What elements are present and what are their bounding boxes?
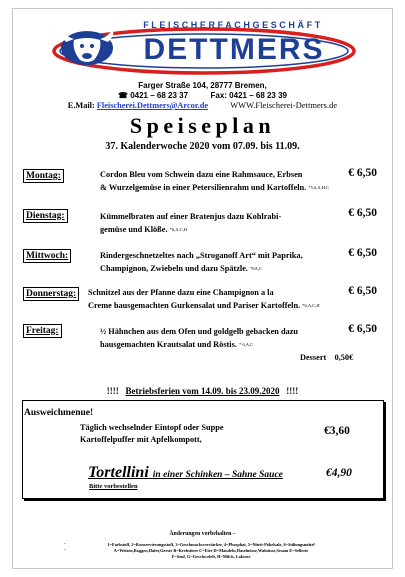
legend-bullet: -: [64, 548, 66, 553]
dish-line: Creme hausgemachten Gurkensalat und Pariser Kartoffeln. *6,A,C,H: [88, 301, 320, 310]
bull-head-icon: [56, 28, 118, 68]
fax-number: Fax: 0421 – 68 23 39: [210, 91, 288, 100]
logo-wordmark: DETTMERS: [143, 33, 325, 66]
allergen-note: *5,6,A,H,C: [308, 185, 330, 190]
website-link[interactable]: WWW.Fleischerei-Dettmers.de: [230, 101, 338, 110]
day-label-thursday: Donnerstag:: [23, 287, 79, 301]
dish-wednesday: [100, 249, 303, 275]
day-label-wednesday: Mittwoch:: [23, 249, 71, 263]
day-label-tuesday: Dienstag:: [23, 209, 68, 223]
price-tuesday: € 6,50: [348, 207, 377, 219]
email-web-line: [0, 101, 405, 111]
allergen-note: * 6,A,C: [239, 342, 254, 347]
dish-line: Champignon, Zwiebeln und dazu Spätzle. *6A,C: [100, 264, 262, 273]
dish-line: & Wurzelgemüse in einer Petersilienrahm und Kartoffeln. *5,6,A,H,C: [100, 183, 330, 192]
dish-line: Rindergeschnetzeltes nach „Stroganoff Art“ mit Paprika,: [100, 251, 303, 260]
tortellini-description: in einer Schinken – Sahne Sauce: [152, 470, 283, 480]
allergen-note: *6A,C: [250, 266, 262, 271]
additives-legend: 1=Farbstoff, 2=Konservierungsstoff, 3=Geschmacksverstärker, 4=Phosphat, 5=Nitrit-Pökelsalz, 6=Süßungsmittel: [107, 542, 315, 547]
legend-bullet: -: [64, 542, 66, 547]
holiday-text: Betriebsferien vom 14.09. bis 23.09.2020: [125, 386, 280, 396]
allergen-note: *6,A,C,H: [302, 303, 320, 308]
week-subtitle: 37. Kalenderwoche 2020 vom 07.09. bis 11.09.: [105, 141, 300, 152]
dish-line: ½ Hähnchen aus dem Ofen und goldgelb gebacken dazu: [100, 327, 299, 336]
phone-number: 0421 – 68 23 37: [130, 91, 189, 100]
holiday-marks-right: !!!!: [286, 386, 299, 396]
alternative-dish-line: Täglich wechselnder Eintopf oder Suppe: [80, 423, 224, 432]
dish-line: gemüse und Klöße. *6,A,C,H: [100, 225, 188, 234]
tortellini-dish: [88, 464, 283, 484]
allergens-legend-2: F=Senf, G=Geschwefelt, H=Milch, Laktose: [171, 554, 251, 559]
dish-line: Kümmelbraten auf einer Bratenjus dazu Kohlrabi-: [100, 212, 282, 221]
allergens-legend: A=Weizen,Roggen,Hafer,Gerste B=Krebstiere C=Eier D=Mandeln,Haselnüsse,Walnüsse,Sesam E=Sellerie: [113, 548, 309, 553]
dish-thursday: [88, 286, 320, 312]
alternative-menu-title: Ausweichmenue!: [24, 408, 94, 418]
tortellini-name: Tortellini: [88, 464, 149, 481]
changes-note: Änderungen vorbehalten –: [169, 531, 236, 537]
alternative-dish: [80, 422, 224, 446]
holiday-marks-left: !!!!: [106, 386, 119, 396]
allergen-note: *6,A,C,H: [169, 227, 188, 232]
email-link[interactable]: Fleischerei.Dettmers@Arcor.de: [96, 101, 209, 110]
day-label-friday: Freitag:: [23, 324, 62, 338]
address-line: Farger Straße 104, 28777 Bremen,: [138, 81, 267, 90]
dish-line: Cordon Bleu vom Schwein dazu eine Rahmsauce, Erbsen: [100, 170, 303, 179]
price-thursday: € 6,50: [348, 285, 377, 297]
price-wednesday: € 6,50: [348, 247, 377, 259]
alternative-dish-line: Kartoffelpuffer mit Apfelkompott,: [80, 435, 202, 444]
logo-banner: FLEISCHERFACHGESCHÄFT: [143, 20, 323, 30]
day-label-monday: Montag:: [23, 169, 64, 183]
dessert-line: [300, 352, 353, 363]
preorder-note: Bitte vorbestellen: [89, 483, 138, 490]
price-monday: € 6,50: [348, 167, 377, 179]
dish-tuesday: [100, 210, 281, 236]
price-friday: € 6,50: [348, 323, 377, 335]
dish-monday: [100, 168, 329, 194]
dish-friday: [100, 325, 298, 351]
telephone-icon: ☎: [117, 91, 128, 100]
dessert-price: 0,50€: [334, 353, 354, 362]
phone-fax-line: [0, 91, 405, 101]
page-title: Speiseplan: [129, 113, 276, 138]
company-logo: [52, 20, 357, 80]
dessert-label: Dessert: [300, 353, 327, 362]
dish-line: hausgemachten Krautsalat und Röstis. * 6,A,C: [100, 340, 254, 349]
email-label: E.Mail:: [67, 101, 95, 110]
alternative-price: €3,60: [324, 425, 350, 437]
holiday-notice: [0, 386, 405, 397]
tortellini-price: €4,90: [326, 467, 352, 479]
dish-line: Schnitzel aus der Pfanne dazu eine Champignon a la: [88, 288, 274, 297]
